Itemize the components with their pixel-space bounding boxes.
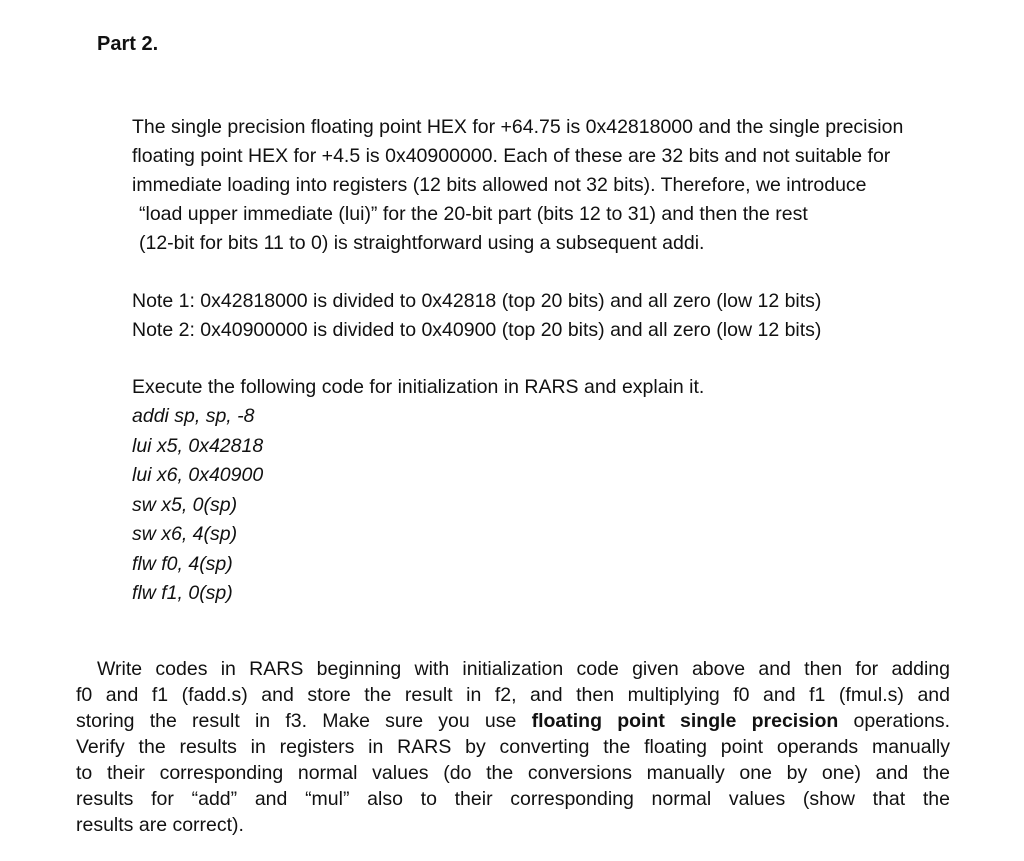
emphasis-text: floating point single precision (531, 710, 839, 732)
task-text: storing the result in f3. Make sure you use (76, 710, 532, 732)
task-line: Verify the results in registers in RARS by converting the floating point operands manually (76, 736, 950, 758)
code-listing (132, 402, 263, 609)
task-line: f0 and f1 (fadd.s) and store the result in f2, and then multiplying f0 and f1 (fmul.s) and (76, 684, 950, 706)
intro-line: The single precision floating point HEX for +64.75 is 0x42818000 and the single precision (132, 116, 904, 138)
code-line: flw f0, 4(sp) (132, 552, 233, 575)
note-2: Note 2: 0x40900000 is divided to 0x40900 (top 20 bits) and all zero (low 12 bits) (132, 319, 822, 341)
notes-block (132, 287, 821, 345)
task-line: results for “add” and “mul” also to their corresponding normal values (show that the (76, 788, 950, 810)
code-line: addi sp, sp, -8 (132, 405, 255, 427)
code-line: lui x5, 0x42818 (132, 434, 264, 457)
code-line: lui x6, 0x40900 (132, 464, 264, 486)
task-line (76, 708, 950, 734)
task-paragraph (76, 656, 950, 838)
task-text: operations. (838, 710, 951, 732)
task-line: Write codes in RARS beginning with initialization code given above and then for adding (97, 658, 950, 680)
note-1: Note 1: 0x42818000 is divided to 0x42818 (top 20 bits) and all zero (low 12 bits) (132, 290, 822, 312)
execute-instruction (132, 373, 704, 402)
intro-line: floating point HEX for +4.5 is 0x40900000. Each of these are 32 bits and not suitable for (132, 145, 891, 167)
code-line: flw f1, 0(sp) (132, 582, 233, 604)
code-line: sw x6, 4(sp) (132, 523, 238, 545)
section-heading: Part 2. (97, 33, 159, 55)
intro-paragraph (132, 113, 1002, 258)
task-line: results are correct). (76, 814, 244, 836)
intro-line: immediate loading into registers (12 bits allowed not 32 bits). Therefore, we introduce (132, 174, 867, 196)
code-line: sw x5, 0(sp) (132, 493, 238, 516)
execute-instruction-text: Execute the following code for initialization in RARS and explain it. (132, 376, 705, 398)
intro-line: (12-bit for bits 11 to 0) is straightforward using a subsequent addi. (139, 232, 705, 254)
intro-line: “load upper immediate (lui)” for the 20-bit part (bits 12 to 31) and then the rest (139, 203, 808, 225)
task-line: to their corresponding normal values (do the conversions manually one by one) and the (76, 762, 950, 784)
